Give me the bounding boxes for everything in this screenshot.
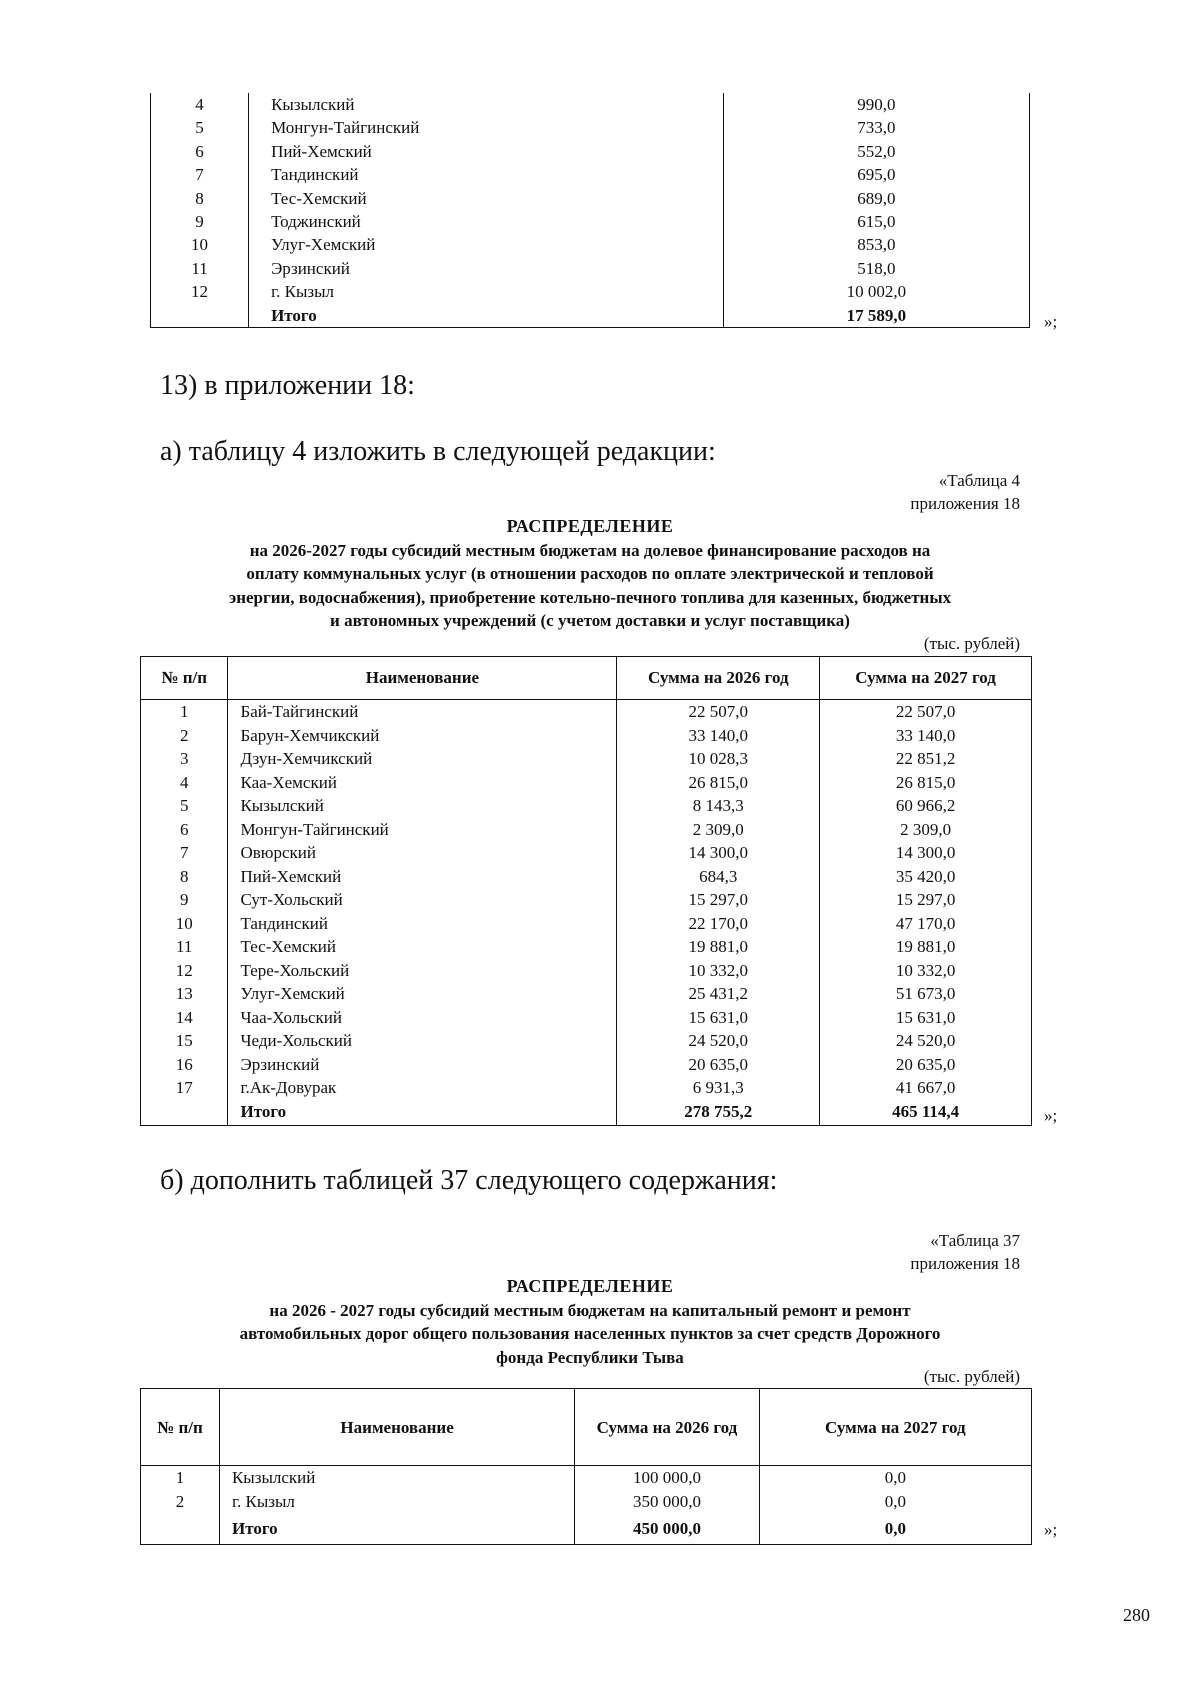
table37-header-name: Наименование <box>219 1389 574 1466</box>
row-value-2027: 15 631,0 <box>820 1006 1032 1030</box>
row-value-2026: 25 431,2 <box>617 982 820 1006</box>
row-name: Тес-Хемский <box>249 187 724 210</box>
row-name: Чеди-Хольский <box>228 1029 617 1053</box>
row-name: Бай-Тайгинский <box>228 700 617 724</box>
table-row <box>151 257 1030 280</box>
table37-caption <box>910 1229 1020 1275</box>
row-value-2027: 0,0 <box>759 1490 1031 1514</box>
table-row <box>151 187 1030 210</box>
row-value-2027: 19 881,0 <box>820 935 1032 959</box>
page-number: 280 <box>1123 1605 1150 1625</box>
table4-header-row <box>141 657 1032 700</box>
row-value-2027: 15 297,0 <box>820 888 1032 912</box>
row-number: 15 <box>141 1029 228 1053</box>
row-name: Пий-Хемский <box>228 865 617 889</box>
table37-subtitle-line: на 2026 - 2027 годы субсидий местным бюджетам на капитальный ремонт и ремонт <box>269 1300 911 1320</box>
table4-header-2027: Сумма на 2027 год <box>820 657 1032 700</box>
row-name: Чаа-Хольский <box>228 1006 617 1030</box>
table4-caption-line1: «Таблица 4 <box>938 471 1020 490</box>
row-name: Кызылский <box>249 93 724 116</box>
table-row <box>151 140 1030 163</box>
table4-subtitle-line: оплату коммунальных услуг (в отношении расходов по оплате электрической и тепловой <box>246 564 934 583</box>
row-number: 2 <box>141 1490 220 1514</box>
table4-caption <box>910 469 1020 515</box>
total-number <box>141 1100 228 1126</box>
table37-caption-line1: «Таблица 37 <box>930 1231 1020 1250</box>
row-number: 5 <box>151 116 249 139</box>
row-value: 518,0 <box>723 257 1029 280</box>
table37-caption-line2: приложения 18 <box>910 1254 1020 1273</box>
table37-body <box>141 1466 1032 1545</box>
row-name: Кызылский <box>219 1466 574 1491</box>
closing-mark-1: »; <box>1044 312 1058 331</box>
table-4 <box>140 656 1032 1126</box>
row-name: Тандинский <box>228 912 617 936</box>
row-name: Кызылский <box>228 794 617 818</box>
row-value: 615,0 <box>723 210 1029 233</box>
row-name: Монгун-Тайгинский <box>249 116 724 139</box>
table-row <box>141 724 1032 748</box>
row-value-2027: 2 309,0 <box>820 818 1032 842</box>
row-value-2027: 0,0 <box>759 1466 1031 1491</box>
table-row <box>151 280 1030 303</box>
row-value-2027: 60 966,2 <box>820 794 1032 818</box>
row-value: 733,0 <box>723 116 1029 139</box>
row-name: г.Ак-Довурак <box>228 1076 617 1100</box>
row-number: 8 <box>151 187 249 210</box>
row-value-2026: 15 631,0 <box>617 1006 820 1030</box>
row-name: Овюрский <box>228 841 617 865</box>
row-number: 12 <box>141 959 228 983</box>
continuation-table <box>150 93 1030 328</box>
row-number: 2 <box>141 724 228 748</box>
total-value-2027: 0,0 <box>759 1514 1031 1545</box>
row-number: 14 <box>141 1006 228 1030</box>
row-number: 7 <box>141 841 228 865</box>
total-label: Итого <box>219 1514 574 1545</box>
row-name: Дзун-Хемчикский <box>228 747 617 771</box>
row-name: Эрзинский <box>249 257 724 280</box>
table4-header-name: Наименование <box>228 657 617 700</box>
table-row <box>141 982 1032 1006</box>
table-row <box>141 771 1032 795</box>
row-number: 4 <box>141 771 228 795</box>
row-number: 9 <box>151 210 249 233</box>
total-value-2026: 450 000,0 <box>575 1514 759 1545</box>
table-row <box>141 1466 1032 1491</box>
total-row <box>141 1514 1032 1545</box>
row-value-2027: 35 420,0 <box>820 865 1032 889</box>
table4-title: РАСПРЕДЕЛЕНИЕ <box>506 516 674 536</box>
row-name: Тес-Хемский <box>228 935 617 959</box>
row-number: 13 <box>141 982 228 1006</box>
row-value: 689,0 <box>723 187 1029 210</box>
row-name: Тоджинский <box>249 210 724 233</box>
row-value-2026: 19 881,0 <box>617 935 820 959</box>
table-row <box>141 959 1032 983</box>
row-value: 10 002,0 <box>723 280 1029 303</box>
table-row <box>141 1053 1032 1077</box>
row-number: 3 <box>141 747 228 771</box>
row-value-2026: 6 931,3 <box>617 1076 820 1100</box>
row-number: 1 <box>141 700 228 724</box>
table-row <box>141 912 1032 936</box>
table-row <box>141 1490 1032 1514</box>
table-row <box>151 163 1030 186</box>
row-name: г. Кызыл <box>219 1490 574 1514</box>
row-value-2026: 14 300,0 <box>617 841 820 865</box>
row-value-2027: 47 170,0 <box>820 912 1032 936</box>
row-number: 6 <box>141 818 228 842</box>
row-name: Тандинский <box>249 163 724 186</box>
total-row <box>151 304 1030 328</box>
table37-title: РАСПРЕДЕЛЕНИЕ <box>506 1276 674 1296</box>
continuation-table-body <box>151 93 1030 328</box>
table4-subtitle-line: на 2026-2027 годы субсидий местным бюджетам на долевое финансирование расходов на <box>249 540 931 560</box>
row-value-2026: 100 000,0 <box>575 1466 759 1491</box>
row-number: 4 <box>151 93 249 116</box>
row-number: 8 <box>141 865 228 889</box>
row-name: Каа-Хемский <box>228 771 617 795</box>
table4-header-num: № п/п <box>141 657 228 700</box>
table-row <box>141 818 1032 842</box>
row-value: 853,0 <box>723 233 1029 256</box>
table-row <box>151 210 1030 233</box>
row-number: 9 <box>141 888 228 912</box>
row-name: Эрзинский <box>228 1053 617 1077</box>
table-37 <box>140 1388 1032 1545</box>
table4-caption-line2: приложения 18 <box>910 494 1020 513</box>
row-value-2027: 20 635,0 <box>820 1053 1032 1077</box>
row-value-2026: 10 332,0 <box>617 959 820 983</box>
row-name: г. Кызыл <box>249 280 724 303</box>
table37-subtitle-line: фонда Республики Тыва <box>496 1347 684 1367</box>
row-value-2026: 15 297,0 <box>617 888 820 912</box>
row-value-2027: 14 300,0 <box>820 841 1032 865</box>
row-number: 1 <box>141 1466 220 1491</box>
table4-header-2026: Сумма на 2026 год <box>617 657 820 700</box>
row-value: 990,0 <box>723 93 1029 116</box>
table37-header-num: № п/п <box>141 1389 220 1466</box>
row-number: 5 <box>141 794 228 818</box>
total-number <box>141 1514 220 1545</box>
row-name: Улуг-Хемский <box>249 233 724 256</box>
table-row <box>141 747 1032 771</box>
row-number: 10 <box>151 233 249 256</box>
table-row <box>141 794 1032 818</box>
row-value-2026: 20 635,0 <box>617 1053 820 1077</box>
table4-unit: (тыс. рублей) <box>923 634 1020 653</box>
row-value-2026: 2 309,0 <box>617 818 820 842</box>
row-number: 16 <box>141 1053 228 1077</box>
table-row <box>141 841 1032 865</box>
row-number: 11 <box>141 935 228 959</box>
row-value-2026: 26 815,0 <box>617 771 820 795</box>
closing-mark-3: »; <box>1044 1520 1058 1539</box>
row-name: Сут-Хольский <box>228 888 617 912</box>
table37-unit: (тыс. рублей) <box>923 1367 1020 1386</box>
row-value-2027: 33 140,0 <box>820 724 1032 748</box>
row-name: Улуг-Хемский <box>228 982 617 1006</box>
row-value-2026: 684,3 <box>617 865 820 889</box>
total-value: 17 589,0 <box>723 304 1029 328</box>
total-label: Итого <box>249 304 724 328</box>
row-value-2026: 24 520,0 <box>617 1029 820 1053</box>
table-row <box>151 116 1030 139</box>
table-row <box>141 1076 1032 1100</box>
total-number <box>151 304 249 328</box>
row-value-2027: 41 667,0 <box>820 1076 1032 1100</box>
row-name: Монгун-Тайгинский <box>228 818 617 842</box>
row-value-2027: 26 815,0 <box>820 771 1032 795</box>
row-value-2026: 33 140,0 <box>617 724 820 748</box>
table37-subtitle-line: автомобильных дорог общего пользования населенных пунктов за счет средств Дорожного <box>239 1324 941 1343</box>
table-row <box>141 700 1032 724</box>
total-value-2026: 278 755,2 <box>617 1100 820 1126</box>
row-value: 552,0 <box>723 140 1029 163</box>
table4-title-block <box>140 515 1040 633</box>
row-number: 17 <box>141 1076 228 1100</box>
row-number: 6 <box>151 140 249 163</box>
total-row <box>141 1100 1032 1126</box>
table-row <box>141 935 1032 959</box>
row-value: 695,0 <box>723 163 1029 186</box>
table4-subtitle-line: и автономных учреждений (с учетом доставки и услуг поставщика) <box>330 611 850 630</box>
total-value-2027: 465 114,4 <box>820 1100 1032 1126</box>
row-value-2026: 10 028,3 <box>617 747 820 771</box>
row-name: Пий-Хемский <box>249 140 724 163</box>
row-name: Барун-Хемчикский <box>228 724 617 748</box>
row-value-2027: 24 520,0 <box>820 1029 1032 1053</box>
row-name: Тере-Хольский <box>228 959 617 983</box>
row-value-2027: 10 332,0 <box>820 959 1032 983</box>
table37-header-row <box>141 1389 1032 1466</box>
table-row <box>141 1029 1032 1053</box>
item-b-heading: б) дополнить таблицей 37 следующего содержания: <box>160 1165 778 1196</box>
item-a-heading: а) таблицу 4 изложить в следующей редакции: <box>160 436 716 467</box>
row-value-2026: 350 000,0 <box>575 1490 759 1514</box>
closing-mark-2: »; <box>1044 1106 1058 1125</box>
item-13-heading: 13) в приложении 18: <box>160 370 415 401</box>
row-value-2026: 22 170,0 <box>617 912 820 936</box>
table4-body <box>141 700 1032 1126</box>
table-row <box>141 1006 1032 1030</box>
row-value-2026: 8 143,3 <box>617 794 820 818</box>
row-number: 10 <box>141 912 228 936</box>
table-row <box>151 93 1030 116</box>
table-row <box>141 865 1032 889</box>
row-value-2026: 22 507,0 <box>617 700 820 724</box>
table37-header-2027: Сумма на 2027 год <box>759 1389 1031 1466</box>
table37-header-2026: Сумма на 2026 год <box>575 1389 759 1466</box>
row-value-2027: 22 851,2 <box>820 747 1032 771</box>
row-number: 12 <box>151 280 249 303</box>
table4-subtitle-line: энергии, водоснабжения), приобретение котельно-печного топлива для казенных, бюджетных <box>228 587 952 607</box>
row-value-2027: 51 673,0 <box>820 982 1032 1006</box>
row-value-2027: 22 507,0 <box>820 700 1032 724</box>
row-number: 11 <box>151 257 249 280</box>
row-number: 7 <box>151 163 249 186</box>
table-row <box>151 233 1030 256</box>
table37-title-block <box>140 1275 1040 1369</box>
table-row <box>141 888 1032 912</box>
total-label: Итого <box>228 1100 617 1126</box>
